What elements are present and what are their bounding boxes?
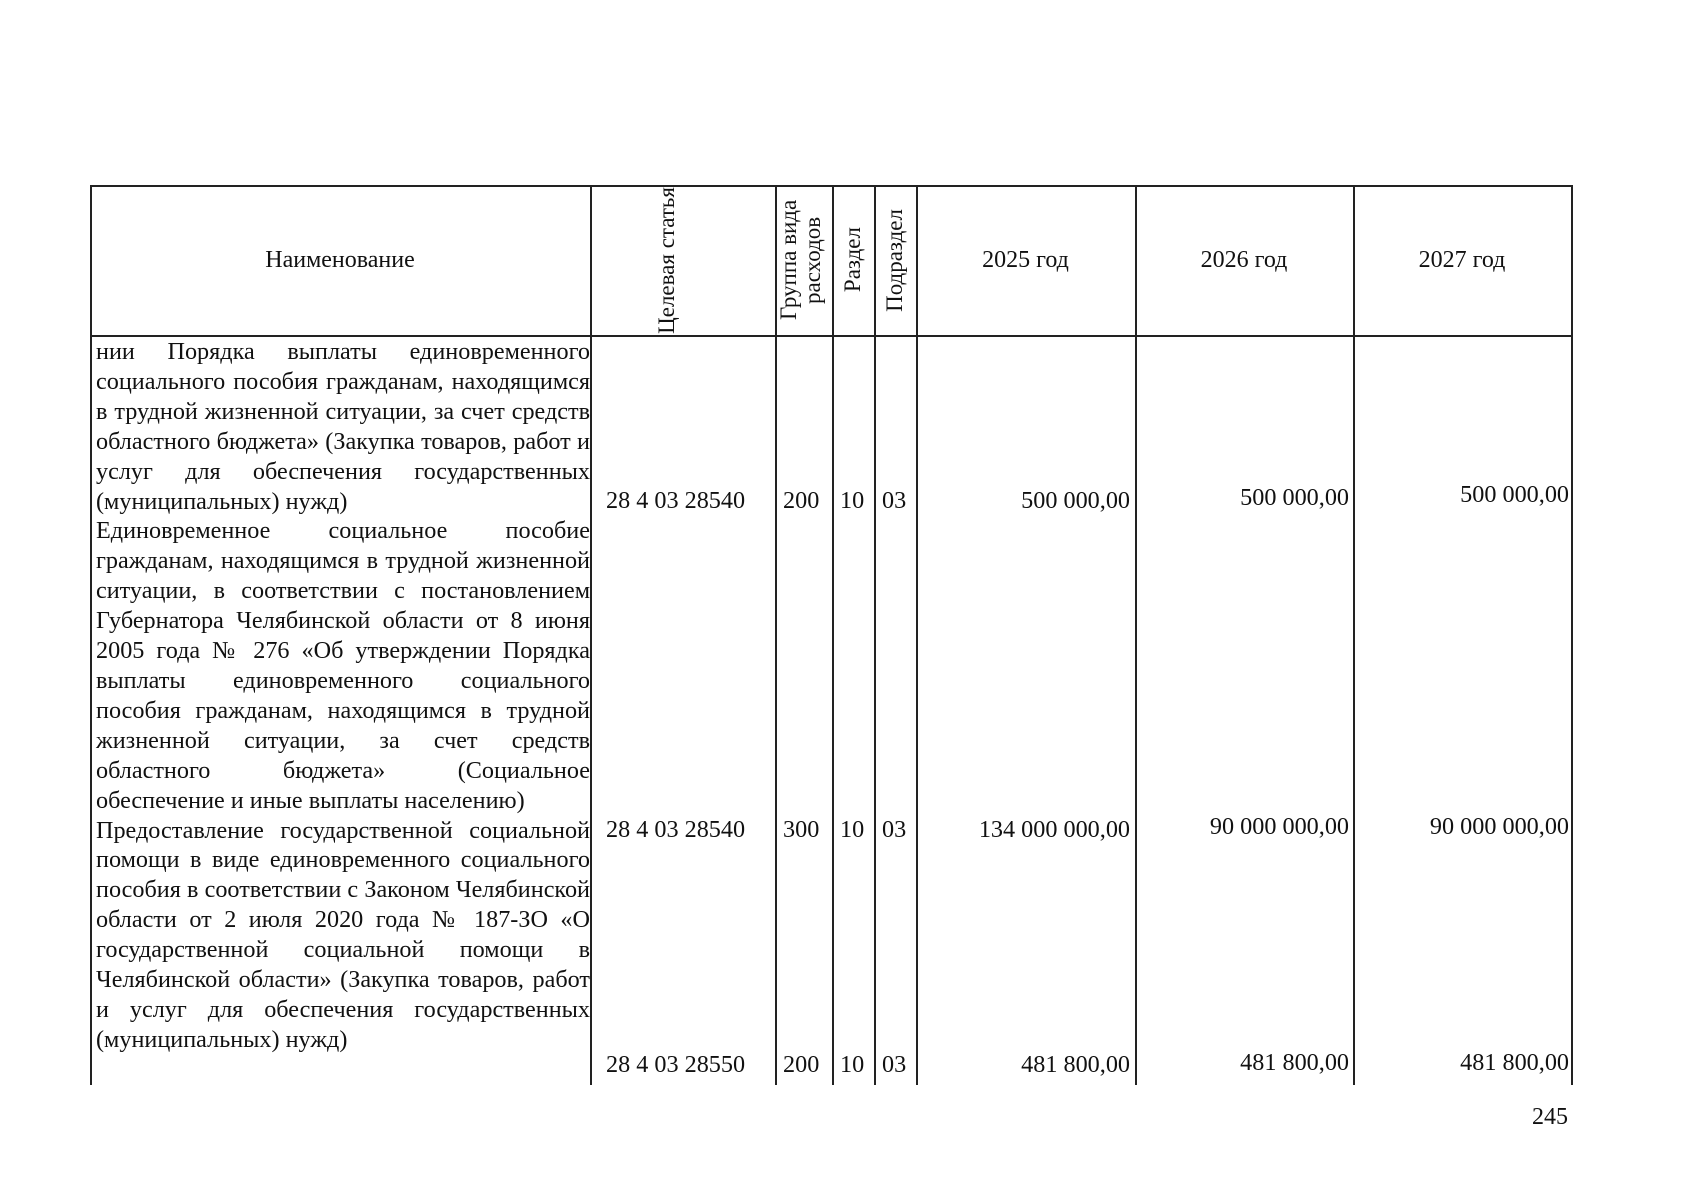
- header-group-label: Группа вида расходов: [775, 199, 825, 321]
- header-2027: [1353, 185, 1571, 335]
- row-1-subsection: 03: [882, 487, 907, 514]
- header-2027-label: 2027 год: [1418, 246, 1506, 273]
- header-subsection-label: Подраздел: [881, 208, 907, 312]
- header-target-label: Целевая статья: [653, 186, 679, 334]
- header-2025-label: 2025 год: [982, 246, 1069, 273]
- row-3-2027: 481 800,00: [1460, 1049, 1569, 1076]
- header-2026: [1135, 185, 1353, 335]
- row-3-section: 10: [840, 1051, 865, 1078]
- table-right-border: [1571, 185, 1573, 1085]
- row-1-2027: 500 000,00: [1460, 481, 1569, 508]
- header-section: [832, 185, 874, 335]
- row-3-2025: 481 800,00: [1021, 1051, 1130, 1078]
- header-section-label: Раздел: [839, 227, 865, 293]
- row-2-subsection: 03: [882, 816, 907, 843]
- row-1-target: 28 4 03 28540: [606, 487, 746, 514]
- header-name: [90, 185, 590, 335]
- row-1-section: 10: [840, 487, 865, 514]
- row-1-group: 200: [783, 487, 820, 514]
- header-group: [775, 185, 832, 335]
- row-2-group: 300: [783, 816, 820, 843]
- row-2-target: 28 4 03 28540: [606, 816, 746, 843]
- row-1-2025: 500 000,00: [1021, 487, 1130, 514]
- row-2-2025: 134 000 000,00: [978, 816, 1130, 843]
- row-2-2027: 90 000 000,00: [1429, 813, 1569, 840]
- name-column: [96, 337, 590, 1055]
- row-2-section: 10: [840, 816, 865, 843]
- header-2026-label: 2026 год: [1200, 246, 1288, 273]
- row-1-name: нии Порядка выплаты единовременного социального пособия гражданам, находящимся в трудной жизненной ситуации, за счет средств областного бюджета» (Закупка товаров, работ и услуг для обеспечения государственных (муниципальных) нужд): [96, 338, 590, 515]
- page-number: 245: [1532, 1104, 1568, 1130]
- row-3-subsection: 03: [882, 1051, 907, 1078]
- row-1-2026: 500 000,00: [1240, 484, 1349, 511]
- header-target: [590, 185, 775, 335]
- row-2-2026: 90 000 000,00: [1209, 813, 1349, 840]
- header-name-label: Наименование: [265, 246, 415, 273]
- row-3-2026: 481 800,00: [1240, 1049, 1349, 1076]
- row-3-target: 28 4 03 28550: [606, 1051, 746, 1078]
- header-2025: [916, 185, 1135, 335]
- row-3-name: Предоставление государственной социальной помощи в виде единовременного социального пособия в соответствии с Законом Челябинской области от 2 июля 2020 года № 187-ЗО «О государственной социальной помощи в Челябинской области» (Закупка товаров, работ и услуг для обеспечения государственных (муниципальных) нужд): [96, 816, 590, 1053]
- budget-table: [90, 185, 1573, 1085]
- header-subsection: [874, 185, 916, 335]
- row-2-name: Единовременное социальное пособие гражданам, находящимся в трудной жизненной ситуации, в соответствии с постановлением Губернатора Челябинской области от 8 июня 2005 года № 276 «Об утверждении Порядка выплаты единовременного социального пособия гражданам, находящимся в трудной жизненной ситуации, за счет средств областного бюджета» (Социальное обеспечение и иные выплаты населению): [96, 517, 590, 814]
- row-3-group: 200: [783, 1051, 820, 1078]
